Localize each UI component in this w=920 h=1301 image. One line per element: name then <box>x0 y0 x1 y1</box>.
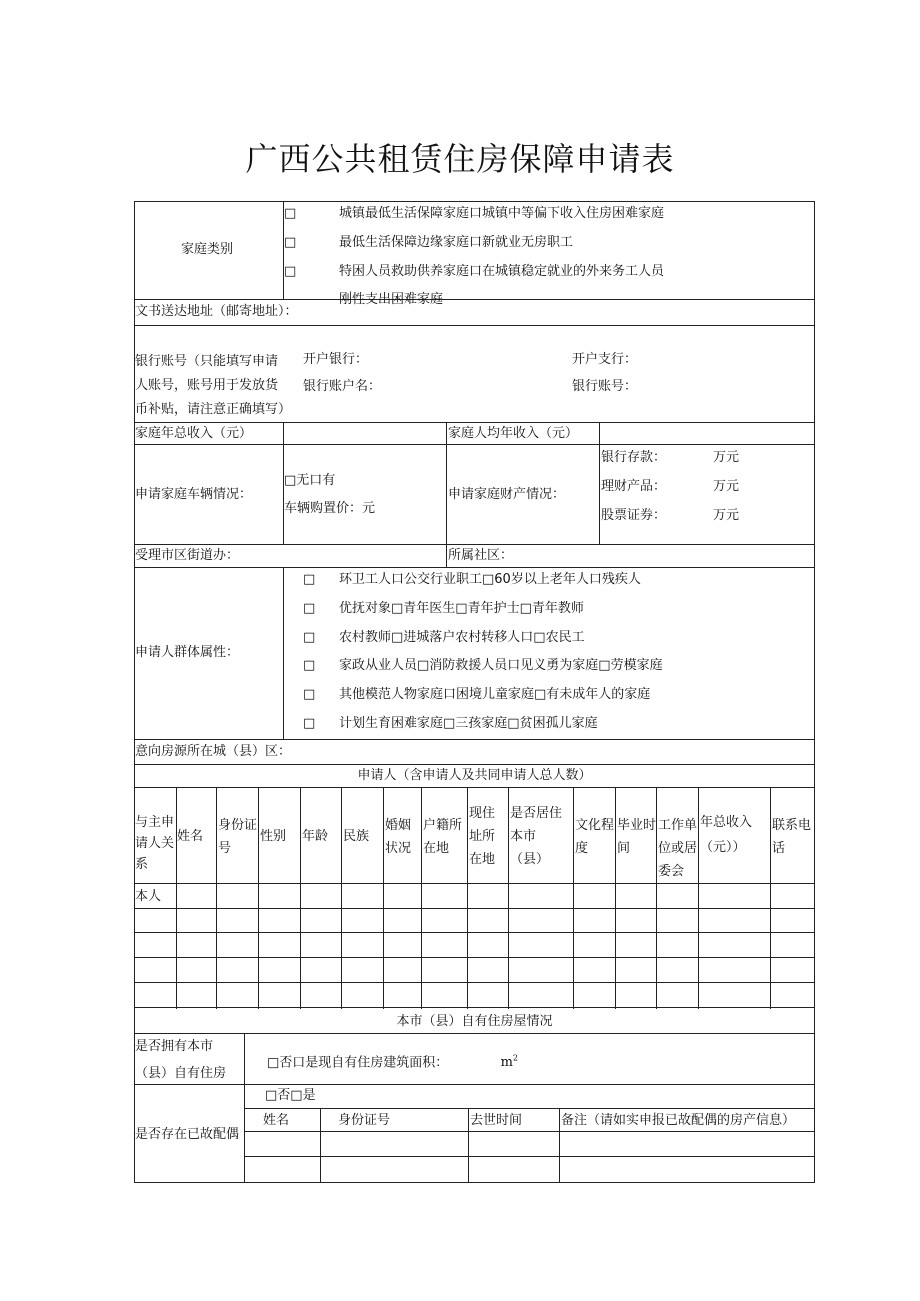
own-housing-label-2: （县）自有住房 <box>135 1066 227 1081</box>
deceased-spouse-label: 是否存在已故配偶 <box>135 1127 240 1142</box>
col-relation: 与主申 请人关 系 <box>135 815 175 872</box>
housing-header: 本市（县）自有住房屋情况 <box>396 1014 553 1029</box>
group-attr-row: 优抚对象□青年医生□青年护士□青年教师 <box>339 601 584 616</box>
open-bank-field[interactable]: 开户银行： <box>303 352 369 367</box>
application-form <box>134 201 815 1183</box>
per-capita-income-label: 家庭人均年收入（元） <box>448 426 579 441</box>
asset-bank-deposit-label: 银行存款： <box>601 450 667 465</box>
asset-stocks-label: 股票证券： <box>601 508 667 523</box>
community-field[interactable]: 所属社区： <box>448 548 514 563</box>
group-attr-row: 环卫工人口公交行业职工□60岁以上老年人口残疾人 <box>339 572 641 587</box>
deceased-col-name: 姓名 <box>263 1113 290 1128</box>
total-income-label: 家庭年总收入（元） <box>135 426 253 441</box>
family-type-checkbox-3[interactable]: □ <box>284 264 297 279</box>
table-row[interactable] <box>176 884 814 908</box>
intended-area-field[interactable]: 意向房源所在城（县）区： <box>135 744 292 759</box>
family-type-checkbox-2[interactable]: □ <box>284 235 297 250</box>
col-resides-local: 是否居住 本市 （县） <box>510 806 563 867</box>
applicants-header: 申请人（含申请人及共同申请人总人数） <box>357 768 592 783</box>
group-attr-label: 申请人群体属性： <box>135 645 240 660</box>
table-row-self-label: 本人 <box>135 889 162 904</box>
col-education: 文化程 度 <box>575 818 615 856</box>
family-type-option-4: 刚性支出困难家庭 <box>339 292 444 307</box>
col-name: 姓名 <box>177 829 204 844</box>
group-attr-row: 家政从业人员□消防救援人员口见义勇为家庭□劳模家庭 <box>339 658 663 673</box>
table-row[interactable] <box>134 909 814 932</box>
group-attr-checkbox[interactable]: □ <box>303 572 316 587</box>
area-unit: $m^2$ <box>500 1054 518 1071</box>
family-type-label: 家庭类别 <box>181 242 234 257</box>
col-gender: 性别 <box>260 829 287 844</box>
col-marital: 婚姻 状况 <box>385 818 412 856</box>
form-title: 广西公共租赁住房保障申请表 <box>245 140 675 178</box>
table-row[interactable] <box>134 933 814 957</box>
deceased-col-remarks: 备注（请如实申报已故配偶的房产信息） <box>561 1113 796 1128</box>
open-branch-field[interactable]: 开户支行： <box>572 352 638 367</box>
group-attr-row: 计划生育困难家庭□三孩家庭□贫困孤儿家庭 <box>339 716 598 731</box>
col-phone: 联系电 话 <box>772 818 812 856</box>
account-number-field[interactable]: 银行账号： <box>572 379 638 394</box>
col-age: 年龄 <box>302 829 329 844</box>
group-attr-row: 其他模范人物家庭口困境儿童家庭□有未成年人的家庭 <box>339 687 651 702</box>
mail-address-label[interactable]: 文书送达地址（邮寄地址）： <box>135 304 298 319</box>
col-id-number: 身份证 号 <box>218 818 258 856</box>
asset-bank-deposit-unit[interactable]: 万元 <box>713 450 740 465</box>
col-ethnicity: 民族 <box>343 829 370 844</box>
family-type-option-2: 最低生活保障边缘家庭口新就业无房职工 <box>339 235 574 250</box>
family-type-option-1: 城镇最低生活保障家庭口城镇中等偏下收入住房困难家庭 <box>339 206 665 221</box>
deceased-col-id: 身份证号 <box>338 1113 391 1128</box>
col-current-address: 现住 址所 在地 <box>469 806 496 867</box>
total-income-input[interactable] <box>284 423 445 444</box>
col-graduation: 毕业时 间 <box>617 818 657 856</box>
deceased-spouse-option[interactable]: □否□是 <box>265 1088 316 1103</box>
account-name-field[interactable]: 银行账户名： <box>303 379 382 394</box>
group-attr-checkbox[interactable]: □ <box>303 601 316 616</box>
deceased-table-row[interactable] <box>245 1157 814 1182</box>
asset-stocks-unit[interactable]: 万元 <box>713 508 740 523</box>
own-housing-label-1: 是否拥有本市 <box>135 1039 214 1054</box>
col-employer: 工作单 位或居 委会 <box>658 818 698 879</box>
family-type-clip <box>284 287 814 307</box>
group-attr-checkbox[interactable]: □ <box>303 716 316 731</box>
group-attr-checkbox[interactable]: □ <box>303 687 316 702</box>
deceased-table-row[interactable] <box>245 1132 814 1156</box>
vehicle-label: 申请家庭车辆情况： <box>135 487 253 502</box>
table-row[interactable] <box>134 958 814 982</box>
family-type-checkbox-1[interactable]: □ <box>284 206 297 221</box>
vehicle-price-field[interactable]: 车辆购置价：元 <box>284 501 376 516</box>
group-attr-checkbox[interactable]: □ <box>303 658 316 673</box>
bank-label-line-3: 币补贴，请注意正确填写） <box>135 402 292 417</box>
table-row[interactable] <box>134 983 814 1007</box>
per-capita-income-input[interactable] <box>600 423 814 444</box>
col-annual-income: 年总收入 （元）） <box>700 815 753 855</box>
asset-wealth-product-unit[interactable]: 万元 <box>713 479 740 494</box>
group-attr-checkbox[interactable]: □ <box>303 630 316 645</box>
assets-label: 申请家庭财产情况： <box>448 487 566 502</box>
family-type-option-3: 特困人员救助供养家庭口在城镇稳定就业的外来务工人员 <box>339 264 665 279</box>
asset-wealth-product-label: 理财产品： <box>601 479 667 494</box>
bank-label-line-1: 银行账号（只能填写申请 <box>135 354 279 369</box>
col-household-reg: 户籍所 在地 <box>423 818 463 856</box>
deceased-col-death-date: 去世时间 <box>470 1113 523 1128</box>
group-attr-row: 农村教师□进城落户农村转移人口□农民工 <box>339 630 585 645</box>
own-housing-option[interactable]: □否口是现自有住房建筑面积： $m^2$ <box>267 1054 518 1071</box>
bank-label-line-2: 人账号，账号用于发放货 <box>135 378 279 393</box>
vehicle-option-checkbox[interactable]: □无口有 <box>284 473 336 488</box>
street-office-field[interactable]: 受理市区街道办： <box>135 548 240 563</box>
